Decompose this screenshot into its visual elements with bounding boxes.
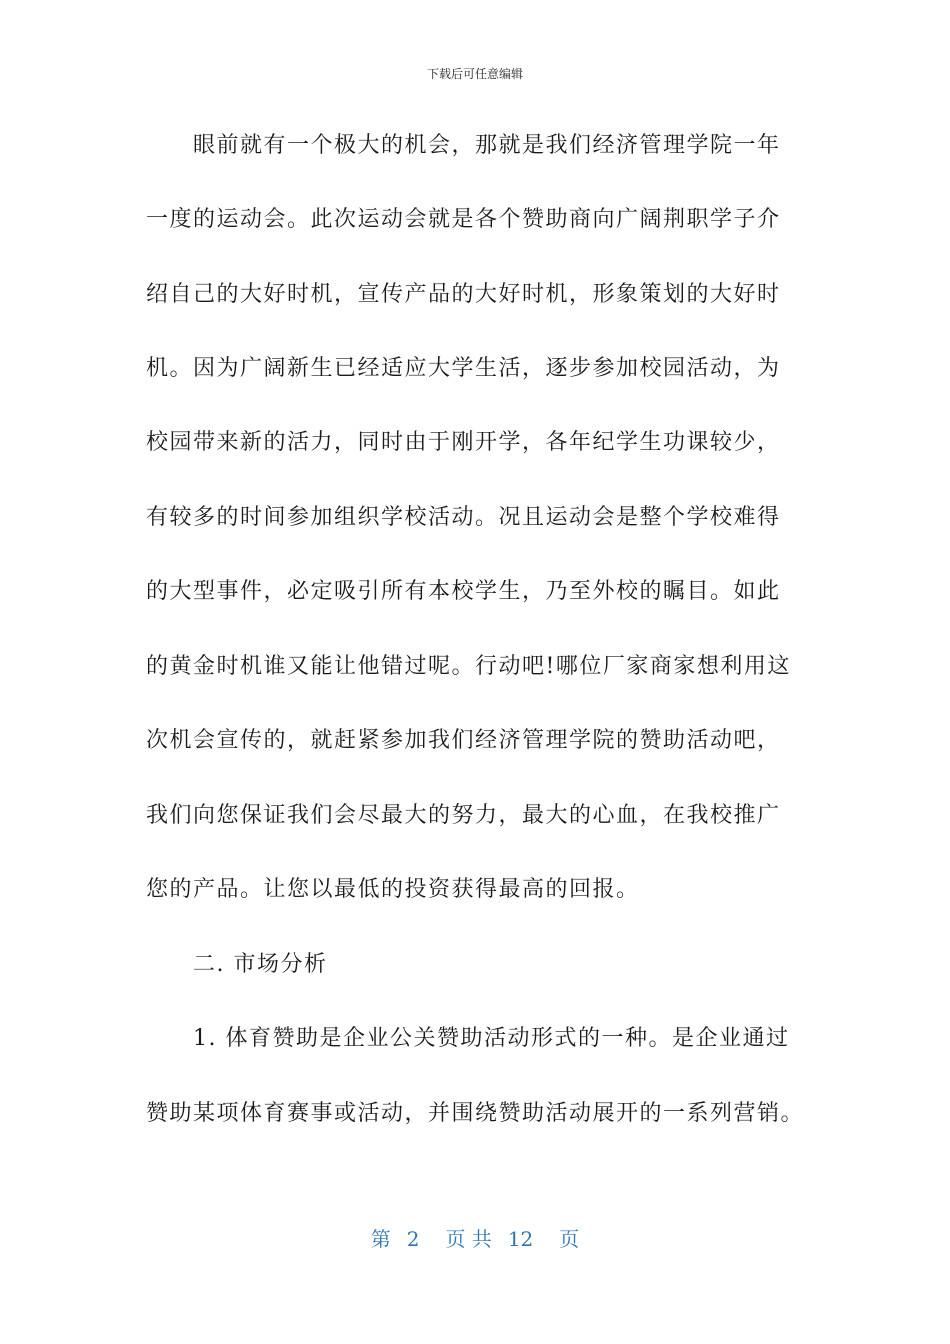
page-footer [0, 1226, 950, 1252]
current-page-number: 2 [406, 1227, 420, 1251]
section-heading: 二. 市场分析 [193, 952, 328, 977]
paragraph-line: 的大型事件，必定吸引所有本校学生，乃至外校的瞩目。如此 [146, 579, 781, 604]
page-header-note: 下载后可任意编辑 [426, 67, 523, 81]
total-page-count: 12 [507, 1227, 534, 1251]
paragraph-line: 有较多的时间参加组织学校活动。况且运动会是整个学校难得 [146, 505, 781, 530]
paragraph-line: 的黄金时机谁又能让他错过呢。行动吧!哪位厂家商家想利用这 [146, 654, 791, 679]
paragraph-line: 绍自己的大好时机，宣传产品的大好时机，形象策划的大好时 [146, 282, 781, 307]
paragraph-line: 一度的运动会。此次运动会就是各个赞助商向广阔荆职学子介 [146, 207, 781, 232]
footer-prefix: 第 [370, 1227, 391, 1251]
paragraph-line: 1. 体育赞助是企业公关赞助活动形式的一种。是企业通过 [193, 1026, 790, 1051]
paragraph-line: 机。因为广阔新生已经适应大学生活，逐步参加校园活动，为 [146, 356, 781, 381]
footer-middle: 页 共 [445, 1227, 492, 1251]
footer-suffix: 页 [559, 1227, 580, 1251]
paragraph-line: 次机会宣传的，就赶紧参加我们经济管理学院的赞助活动吧， [146, 728, 781, 753]
paragraph-line: 赞助某项体育赛事或活动，并围绕赞助活动展开的一系列营销。 [146, 1101, 805, 1126]
paragraph-line: 我们向您保证我们会尽最大的努力，最大的心血，在我校推广 [146, 803, 781, 828]
paragraph-line: 校园带来新的活力，同时由于刚开学，各年纪学生功课较少， [146, 430, 781, 455]
paragraph-line: 眼前就有一个极大的机会，那就是我们经济管理学院一年 [193, 133, 781, 158]
paragraph-line: 您的产品。让您以最低的投资获得最高的回报。 [146, 877, 640, 902]
